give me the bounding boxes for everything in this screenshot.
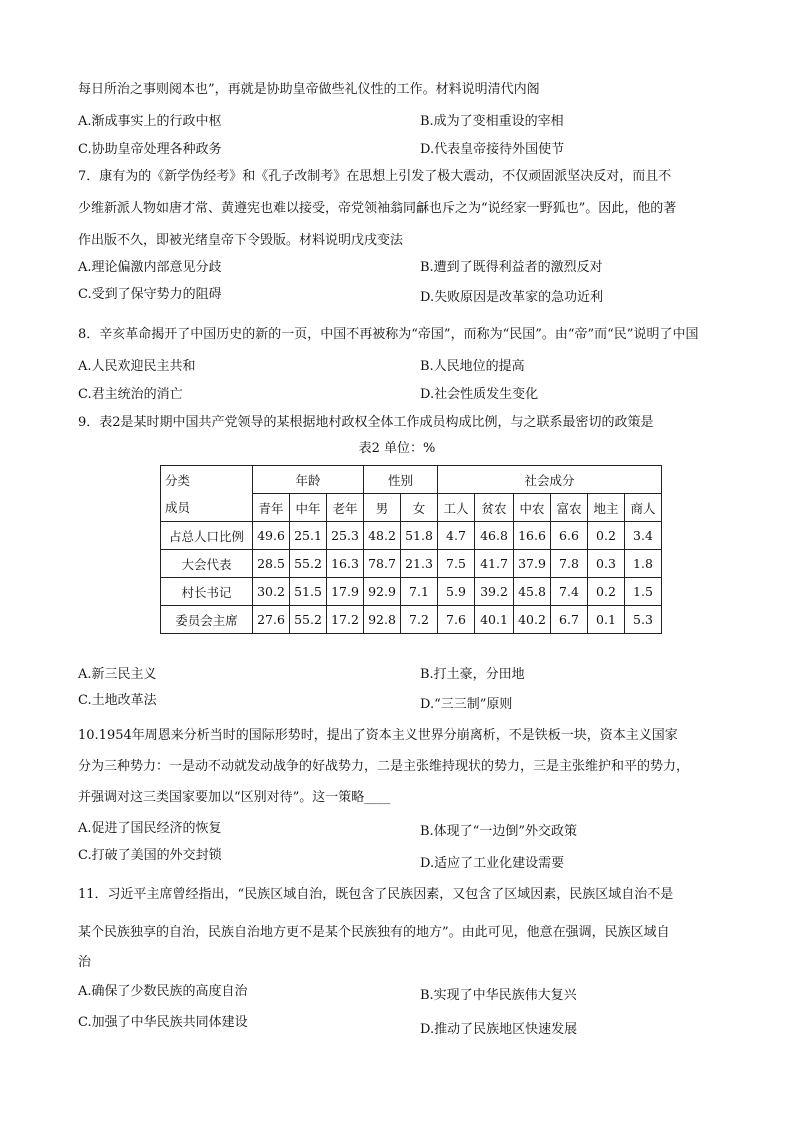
table-cell: 6.6 bbox=[551, 522, 588, 550]
q9-option-d: D.“三三制”原则 bbox=[420, 697, 513, 712]
q11-stem-line-1: 11．习近平主席曾经指出，“民族区域自治，既包含了民族因素，又包含了区域因素，民族区域自治不是 bbox=[78, 887, 674, 902]
q11-option-d: D.推动了民族地区快速发展 bbox=[420, 1022, 578, 1037]
table-row bbox=[161, 550, 662, 578]
table-cell: 21.3 bbox=[401, 550, 438, 578]
table-cell: 7.8 bbox=[551, 550, 588, 578]
q10-stem-line-1: 10.1954年周恩来分析当时的国际形势时，提出了资本主义世界分崩离析，不是铁板一块，资本主义国家 bbox=[78, 728, 678, 743]
group-header-age: 年龄 bbox=[253, 466, 364, 494]
q11-stem-line-3: 治 bbox=[78, 955, 92, 970]
q10-option-d: D.适应了工业化建设需要 bbox=[420, 856, 565, 871]
table-cell: 6.7 bbox=[551, 606, 588, 634]
q7-option-d: D.失败原因是改革家的急功近利 bbox=[420, 290, 604, 305]
table-cell: 40.2 bbox=[514, 606, 551, 634]
q9-option-b: B.打土豪，分田地 bbox=[420, 667, 525, 682]
subheader-female: 女 bbox=[401, 494, 438, 522]
subheader-youth: 青年 bbox=[253, 494, 290, 522]
q9-option-c: C.土地改革法 bbox=[78, 693, 157, 708]
table-cell: 55.2 bbox=[290, 606, 327, 634]
table-cell: 27.6 bbox=[253, 606, 290, 634]
subheader-merchant: 商人 bbox=[625, 494, 662, 522]
table-cell: 7.2 bbox=[401, 606, 438, 634]
table-cell: 37.9 bbox=[514, 550, 551, 578]
table-cell: 40.1 bbox=[475, 606, 514, 634]
q6-option-c: C.协助皇帝处理各种政务 bbox=[78, 142, 222, 157]
row-label: 村长书记 bbox=[161, 578, 253, 606]
q11-option-a: A.确保了少数民族的高度自治 bbox=[78, 984, 248, 999]
q7-stem-line-2: 少维新派人物如唐才常、黄遵宪也难以接受，帝党领袖翁同龢也斥之为“说经家一野狐也”。因此，他的著 bbox=[78, 201, 677, 216]
table-row bbox=[161, 578, 662, 606]
subheader-middle: 中年 bbox=[290, 494, 327, 522]
table-cell: 51.8 bbox=[401, 522, 438, 550]
table-cell: 1.5 bbox=[625, 578, 662, 606]
group-header-gender: 性别 bbox=[364, 466, 438, 494]
table-cell: 0.3 bbox=[588, 550, 625, 578]
q10-option-c: C.打破了美国的外交封锁 bbox=[78, 848, 222, 863]
table-cell: 7.4 bbox=[551, 578, 588, 606]
q8-stem: 8．辛亥革命揭开了中国历史的新的一页，中国不再被称为“帝国”，而称为“民国”。由“帝”而“民”说明了中国 bbox=[78, 327, 699, 342]
table-cell: 16.3 bbox=[327, 550, 364, 578]
table-cell: 0.1 bbox=[588, 606, 625, 634]
q9-stem: 9．表2是某时期中国共产党领导的某根据地村政权全体工作成员构成比例，与之联系最密切的政策是 bbox=[78, 415, 654, 430]
row-label: 大会代表 bbox=[161, 550, 253, 578]
subheader-rich-peasant: 富农 bbox=[551, 494, 588, 522]
q7-option-c: C.受到了保守势力的阻碍 bbox=[78, 287, 222, 302]
table-cell: 30.2 bbox=[253, 578, 290, 606]
table-cell: 0.2 bbox=[588, 578, 625, 606]
table-header-row-2 bbox=[161, 494, 662, 522]
table-cell: 25.1 bbox=[290, 522, 327, 550]
q8-option-b: B.人民地位的提高 bbox=[420, 359, 525, 374]
table-cell: 0.2 bbox=[588, 522, 625, 550]
table-cell: 1.8 bbox=[625, 550, 662, 578]
table-cell: 51.5 bbox=[290, 578, 327, 606]
table-cell: 3.4 bbox=[625, 522, 662, 550]
table-cell: 45.8 bbox=[514, 578, 551, 606]
q8-option-d: D.社会性质发生变化 bbox=[420, 387, 539, 402]
q11-option-c: C.加强了中华民族共同体建设 bbox=[78, 1015, 248, 1030]
row-label: 占总人口比例 bbox=[161, 522, 253, 550]
table-cell: 17.2 bbox=[327, 606, 364, 634]
row-label: 委员会主席 bbox=[161, 606, 253, 634]
q8-option-a: A.人民欢迎民主共和 bbox=[78, 359, 196, 374]
table-cell: 55.2 bbox=[290, 550, 327, 578]
table-cell: 25.3 bbox=[327, 522, 364, 550]
table-cell: 49.6 bbox=[253, 522, 290, 550]
group-header-social: 社会成分 bbox=[438, 466, 662, 494]
q10-stem-line-2: 分为三种势力：一是动不动就发动战争的好战势力，二是主张维持现状的势力，三是主张维护和平的势力， bbox=[78, 759, 690, 774]
table-cell: 39.2 bbox=[475, 578, 514, 606]
table-cell: 17.9 bbox=[327, 578, 364, 606]
q10-option-a: A.促进了国民经济的恢复 bbox=[78, 821, 222, 836]
q8-option-c: C.君主统治的消亡 bbox=[78, 387, 183, 402]
q11-stem-line-2: 某个民族独享的自治，民族自治地方更不是某个民族独有的地方”。由此可见，他意在强调，民族区域自 bbox=[78, 925, 670, 940]
table-cell: 46.8 bbox=[475, 522, 514, 550]
subheader-old: 老年 bbox=[327, 494, 364, 522]
table-cell: 28.5 bbox=[253, 550, 290, 578]
table-cell: 48.2 bbox=[364, 522, 401, 550]
table-row bbox=[161, 606, 662, 634]
table-cell: 5.3 bbox=[625, 606, 662, 634]
table-caption: 表2 单位：% bbox=[358, 441, 436, 456]
q7-option-a: A.理论偏激内部意见分歧 bbox=[78, 260, 222, 275]
table-cell: 41.7 bbox=[475, 550, 514, 578]
table-cell: 5.9 bbox=[438, 578, 475, 606]
q6-option-a: A.渐成事实上的行政中枢 bbox=[78, 114, 222, 129]
table-cell: 7.1 bbox=[401, 578, 438, 606]
subheader-male: 男 bbox=[364, 494, 401, 522]
q6-option-b: B.成为了变相重设的宰相 bbox=[420, 114, 564, 129]
q7-stem-line-1: 7．康有为的《新学伪经考》和《孔子改制考》在思想上引发了极大震动，不仅顽固派坚决反对，而且不 bbox=[78, 169, 672, 184]
subheader-poor-peasant: 贫农 bbox=[475, 494, 514, 522]
table-cell: 92.8 bbox=[364, 606, 401, 634]
q10-option-b: B.体现了“一边倒”外交政策 bbox=[420, 824, 577, 839]
q6-stem-continuation: 每日所治之事则阅本也”，再就是协助皇帝做些礼仪性的工作。材料说明清代内阁 bbox=[78, 82, 540, 97]
q7-stem-line-3: 作出版不久，即被光绪皇帝下令毁版。材料说明戊戌变法 bbox=[78, 233, 404, 248]
q7-option-b: B.遭到了既得利益者的激烈反对 bbox=[420, 260, 603, 275]
table-cell: 92.9 bbox=[364, 578, 401, 606]
table-cell: 78.7 bbox=[364, 550, 401, 578]
corner-top-label: 分类 bbox=[161, 466, 253, 494]
composition-table bbox=[160, 465, 662, 634]
subheader-middle-peasant: 中农 bbox=[514, 494, 551, 522]
subheader-landlord: 地主 bbox=[588, 494, 625, 522]
q10-stem-line-3: 并强调对这三类国家要加以“区别对待”。这一策略____ bbox=[78, 790, 391, 805]
q6-option-d: D.代表皇帝接待外国使节 bbox=[420, 142, 565, 157]
table-cell: 4.7 bbox=[438, 522, 475, 550]
table-row bbox=[161, 522, 662, 550]
subheader-worker: 工人 bbox=[438, 494, 475, 522]
corner-bottom-label: 成员 bbox=[161, 494, 253, 522]
q9-option-a: A.新三民主义 bbox=[78, 667, 157, 682]
table-cell: 7.6 bbox=[438, 606, 475, 634]
table-cell: 16.6 bbox=[514, 522, 551, 550]
table-header-row-1 bbox=[161, 466, 662, 494]
q11-option-b: B.实现了中华民族伟大复兴 bbox=[420, 988, 577, 1003]
table-cell: 7.5 bbox=[438, 550, 475, 578]
